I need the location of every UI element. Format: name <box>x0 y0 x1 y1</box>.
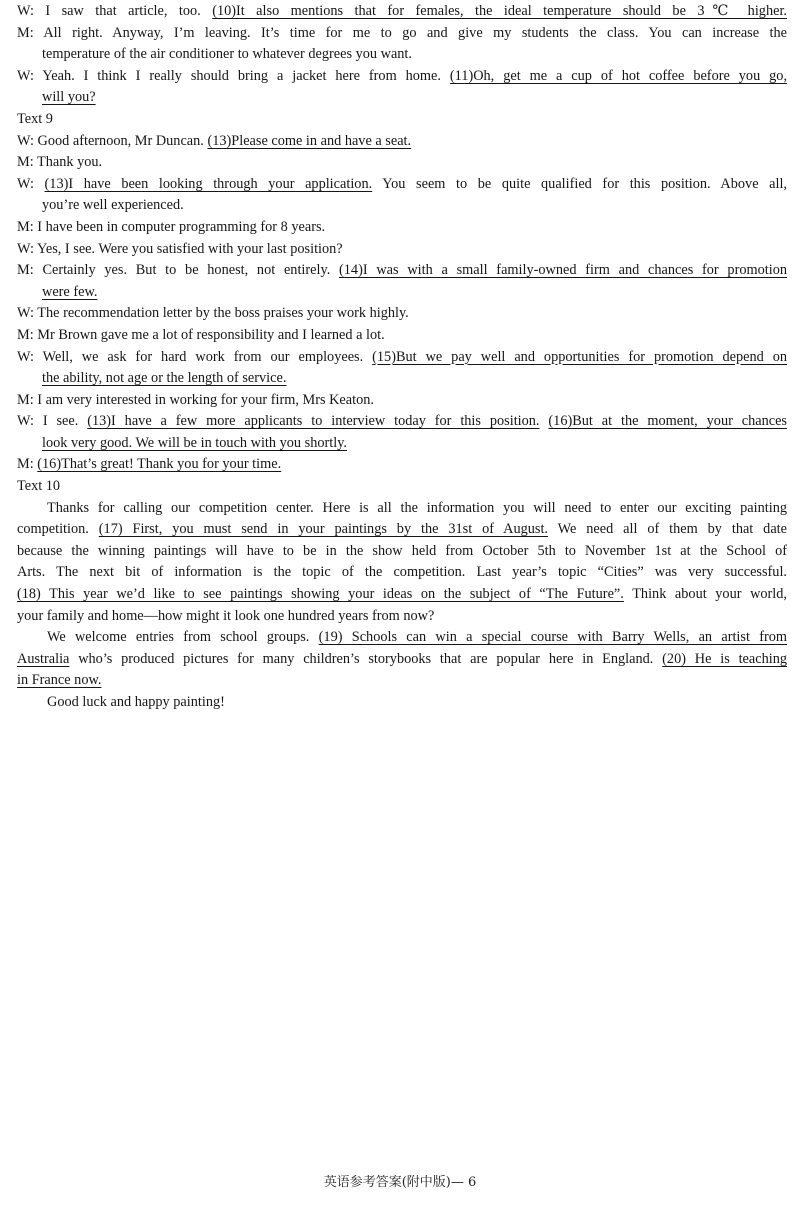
speaker-label: M: <box>17 154 34 171</box>
underlined-answer: (16)That’s great! Thank you for your time. <box>37 456 282 473</box>
underlined-answer: in France now. <box>17 672 102 689</box>
dialogue-continuation <box>17 87 787 109</box>
dialogue-text: Well, we ask for hard work from our employees. <box>42 348 364 365</box>
speaker-label: M: <box>17 326 34 343</box>
underlined-answer: (11)Oh, get me a cup of hot coffee before you go, <box>449 67 788 84</box>
paragraph-text: because the winning paintings will have to be in the show held from October 5th to November 1st at the School of <box>17 542 787 559</box>
dialogue-line <box>17 174 787 196</box>
speaker-label: M: <box>17 262 34 279</box>
paragraph-text: Think about your world, <box>632 586 788 603</box>
dialogue-line <box>17 66 787 88</box>
underlined-answer: were few. <box>42 283 98 300</box>
dialogue-line <box>17 454 787 476</box>
paragraph-line <box>17 541 787 563</box>
paragraph-line <box>17 584 787 606</box>
speaker-label: M: <box>17 391 34 408</box>
dialogue-text: Certainly yes. But to be honest, not entirely. <box>42 262 331 279</box>
dialogue-text: Mr Brown gave me a lot of responsibility and I learned a lot. <box>37 326 385 343</box>
underlined-answer: will you? <box>42 89 96 106</box>
underlined-answer: (10)It also mentions that for females, the ideal temperature should be 3℃ higher. <box>212 3 787 19</box>
paragraph-line <box>17 649 787 671</box>
underlined-answer: look very good. We will be in touch with you shortly. <box>42 434 348 451</box>
speaker-label: M: <box>17 24 34 41</box>
dialogue-text: I saw that article, too. <box>45 3 201 19</box>
speaker-label: W: <box>17 305 34 322</box>
paragraph-line <box>17 670 787 692</box>
paragraph-text: We welcome entries from school groups. <box>47 629 310 646</box>
speaker-label: W: <box>17 348 34 365</box>
dialogue-continuation <box>17 195 787 217</box>
dialogue-text: temperature of the air conditioner to whatever degrees you want. <box>42 46 412 63</box>
dialogue-line <box>17 325 787 347</box>
underlined-answer: (17) First, you must send in your paintings by the 31st of August. <box>98 521 549 538</box>
speaker-label: W: <box>17 67 34 84</box>
underlined-answer: (20) He is teaching <box>662 650 787 667</box>
section-title: Text 10 <box>17 478 61 495</box>
paragraph-line <box>17 606 787 628</box>
dialogue-continuation <box>17 282 787 304</box>
speaker-label: M: <box>17 456 34 473</box>
underlined-answer: (19) Schools can win a special course with Barry Wells, an artist from <box>318 629 788 646</box>
dialogue-text: All right. Anyway, I’m leaving. It’s time for me to go and give my students the class. You can increase the <box>43 24 788 41</box>
paragraph-text: your family and home—how might it look one hundred years from now? <box>17 607 435 624</box>
dialogue-text: you’re well experienced. <box>42 197 184 214</box>
dialogue-line <box>17 1 787 23</box>
paragraph-line <box>17 562 787 584</box>
paragraph-text: competition. <box>17 521 89 538</box>
dialogue-continuation <box>17 368 787 390</box>
speaker-label: W: <box>17 3 34 19</box>
underlined-answer: (15)But we pay well and opportunities for promotion depend on <box>372 348 787 365</box>
answer-key-page <box>17 0 787 714</box>
underlined-answer: (13)I have been looking through your application. <box>44 175 373 192</box>
paragraph-line <box>17 692 787 714</box>
dialogue-line <box>17 390 787 412</box>
underlined-answer: (13)I have a few more applicants to interview today for this position. <box>87 413 540 430</box>
dialogue-text: I am very interested in working for your firm, Mrs Keaton. <box>37 391 374 408</box>
paragraph-text: who’s produced pictures for many children’s storybooks that are popular here in England. <box>78 650 654 667</box>
page-footer: 英语参考答案(附中版)— 6 <box>323 1175 477 1190</box>
underlined-answer: (16)But at the moment, your chances <box>548 413 787 430</box>
paragraph-text: We need all of them by that date <box>557 521 787 538</box>
dialogue-line <box>17 23 787 45</box>
dialogue-line <box>17 260 787 282</box>
speaker-label: W: <box>17 175 34 192</box>
dialogue-line <box>17 217 787 239</box>
dialogue-line <box>17 411 787 433</box>
dialogue-text: I have been in computer programming for 8 years. <box>37 218 326 235</box>
section-title: Text 9 <box>17 110 53 127</box>
dialogue-continuation <box>17 433 787 455</box>
dialogue-text: I see. <box>42 413 79 430</box>
speaker-label: W: <box>17 132 34 149</box>
dialogue-text: You seem to be quite qualified for this position. Above all, <box>382 175 787 192</box>
paragraph-line <box>17 627 787 649</box>
dialogue-text: Yeah. I think I really should bring a jacket here from home. <box>42 67 441 84</box>
paragraph-text: Good luck and happy painting! <box>47 694 225 710</box>
dialogue-line <box>17 303 787 325</box>
dialogue-continuation <box>17 44 787 66</box>
underlined-answer: Australia <box>17 650 70 667</box>
underlined-answer: (13)Please come in and have a seat. <box>207 132 412 149</box>
dialogue-text: Yes, I see. Were you satisfied with your last position? <box>36 240 343 257</box>
paragraph-text: Arts. The next bit of information is the topic of the competition. Last year’s topic “Cities” was very successful. <box>17 564 787 581</box>
speaker-label: W: <box>17 413 34 430</box>
underlined-answer: (18) This year we’d like to see paintings showing your ideas on the subject of “The Future”. <box>17 586 624 603</box>
dialogue-text: The recommendation letter by the boss praises your work highly. <box>37 305 409 322</box>
dialogue-text: Good afternoon, Mr Duncan. <box>37 132 204 149</box>
paragraph-line <box>17 498 787 520</box>
underlined-answer: the ability, not age or the length of service. <box>42 370 287 387</box>
dialogue-line <box>17 131 787 153</box>
paragraph-line <box>17 519 787 541</box>
underlined-answer: (14)I was with a small family-owned firm and chances for promotion <box>339 262 787 279</box>
dialogue-line <box>17 347 787 369</box>
paragraph-text: Thanks for calling our competition center. Here is all the information you will need to enter our exciting painting <box>47 499 787 516</box>
speaker-label: M: <box>17 218 34 235</box>
dialogue-line <box>17 239 787 261</box>
dialogue-line <box>17 152 787 174</box>
dialogue-text: Thank you. <box>37 154 103 171</box>
speaker-label: W: <box>17 240 34 257</box>
